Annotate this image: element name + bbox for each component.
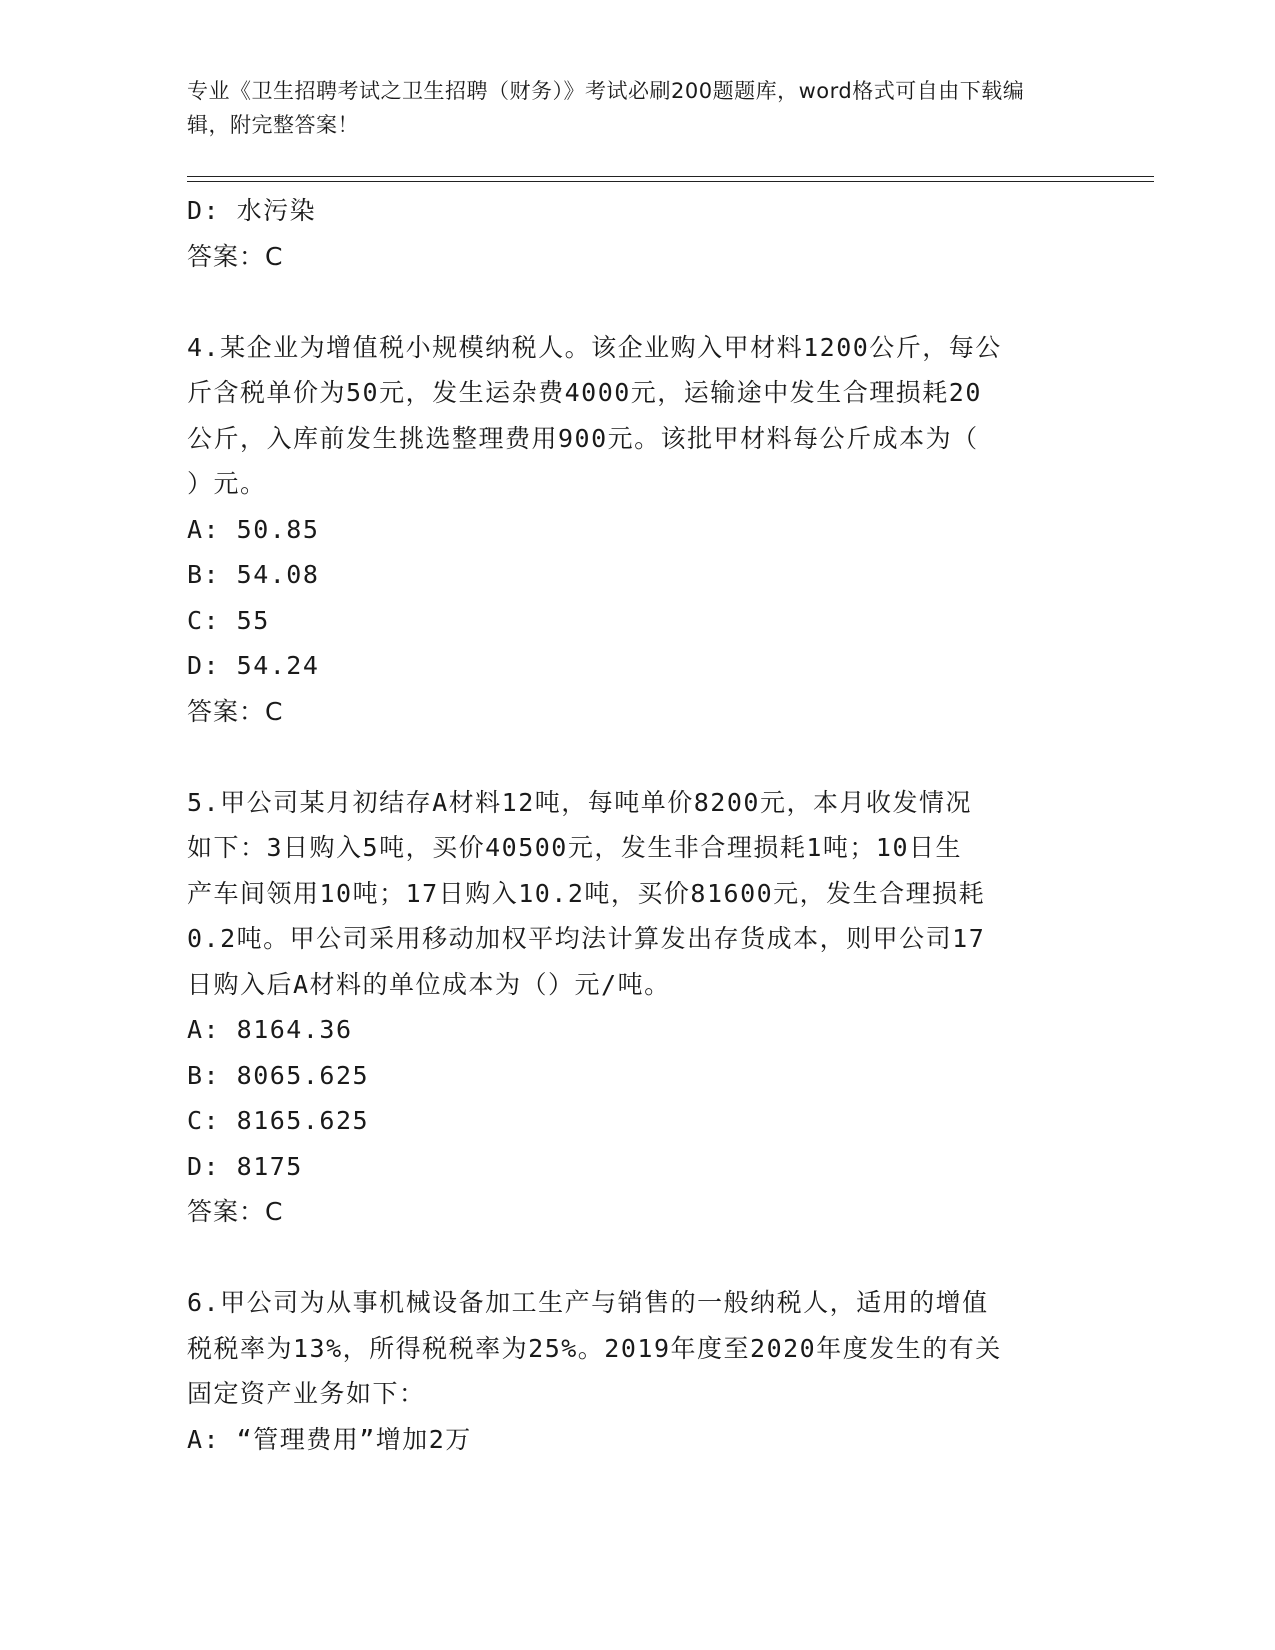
q3-option-d: D: 水污染 xyxy=(187,196,317,225)
q4-stem-line: ）元。 xyxy=(187,469,267,498)
question-6 xyxy=(187,1280,1067,1462)
q5-answer: 答案：C xyxy=(187,1197,284,1226)
q5-stem-line: 0.2吨。甲公司采用移动加权平均法计算发出存货成本，则甲公司17 xyxy=(187,924,986,953)
spacer xyxy=(187,279,1067,325)
q4-stem-line: 4.某企业为增值税小规模纳税人。该企业购入甲材料1200公斤，每公 xyxy=(187,332,1002,362)
q4-answer: 答案：C xyxy=(187,696,284,726)
q5-option-b: B: 8065.625 xyxy=(187,1060,370,1090)
q4-option-d: D: 54.24 xyxy=(187,651,320,680)
question-content xyxy=(187,188,1067,1462)
q4-option-b: B: 54.08 xyxy=(187,560,320,589)
q4-stem-line: 斤含税单价为50元，发生运杂费4000元，运输途中发生合理损耗20 xyxy=(187,378,982,407)
document-header: 专业《卫生招聘考试之卫生招聘（财务）》考试必刷200题题库，word格式可自由下载编辑，附完整答案！ xyxy=(187,79,1025,137)
q6-option-a: A: “管理费用”增加2万 xyxy=(187,1424,472,1454)
spacer xyxy=(187,734,1067,780)
question-4 xyxy=(187,325,1067,735)
question-5 xyxy=(187,780,1067,1235)
header-rule-bottom xyxy=(187,181,1154,182)
q3-answer: 答案：C xyxy=(187,241,284,271)
q5-option-a: A: 8164.36 xyxy=(187,1015,353,1044)
q5-option-d: D: 8175 xyxy=(187,1151,303,1181)
q5-option-c: C: 8165.625 xyxy=(187,1106,370,1135)
q6-stem-line: 固定资产业务如下： xyxy=(187,1379,426,1408)
header-rule-top xyxy=(187,176,1154,177)
q4-option-a: A: 50.85 xyxy=(187,514,320,544)
q4-option-c: C: 55 xyxy=(187,605,270,635)
q5-stem-line: 产车间领用10吨；17日购入10.2吨，买价81600元，发生合理损耗 xyxy=(187,878,986,908)
spacer xyxy=(187,1235,1067,1281)
q5-stem-line: 5.甲公司某月初结存A材料12吨，每吨单价8200元，本月收发情况 xyxy=(187,787,972,817)
q6-stem-line: 税税率为13%，所得税税率为25%。2019年度至2020年度发生的有关 xyxy=(187,1333,1002,1363)
q5-stem-line: 日购入后A材料的单位成本为（）元/吨。 xyxy=(187,969,671,999)
q4-stem-line: 公斤，入库前发生挑选整理费用900元。该批甲材料每公斤成本为（ xyxy=(187,423,979,453)
q5-stem-line: 如下：3日购入5吨，买价40500元，发生非合理损耗1吨；10日生 xyxy=(187,833,963,862)
q6-stem-line: 6.甲公司为从事机械设备加工生产与销售的一般纳税人，适用的增值 xyxy=(187,1288,989,1317)
